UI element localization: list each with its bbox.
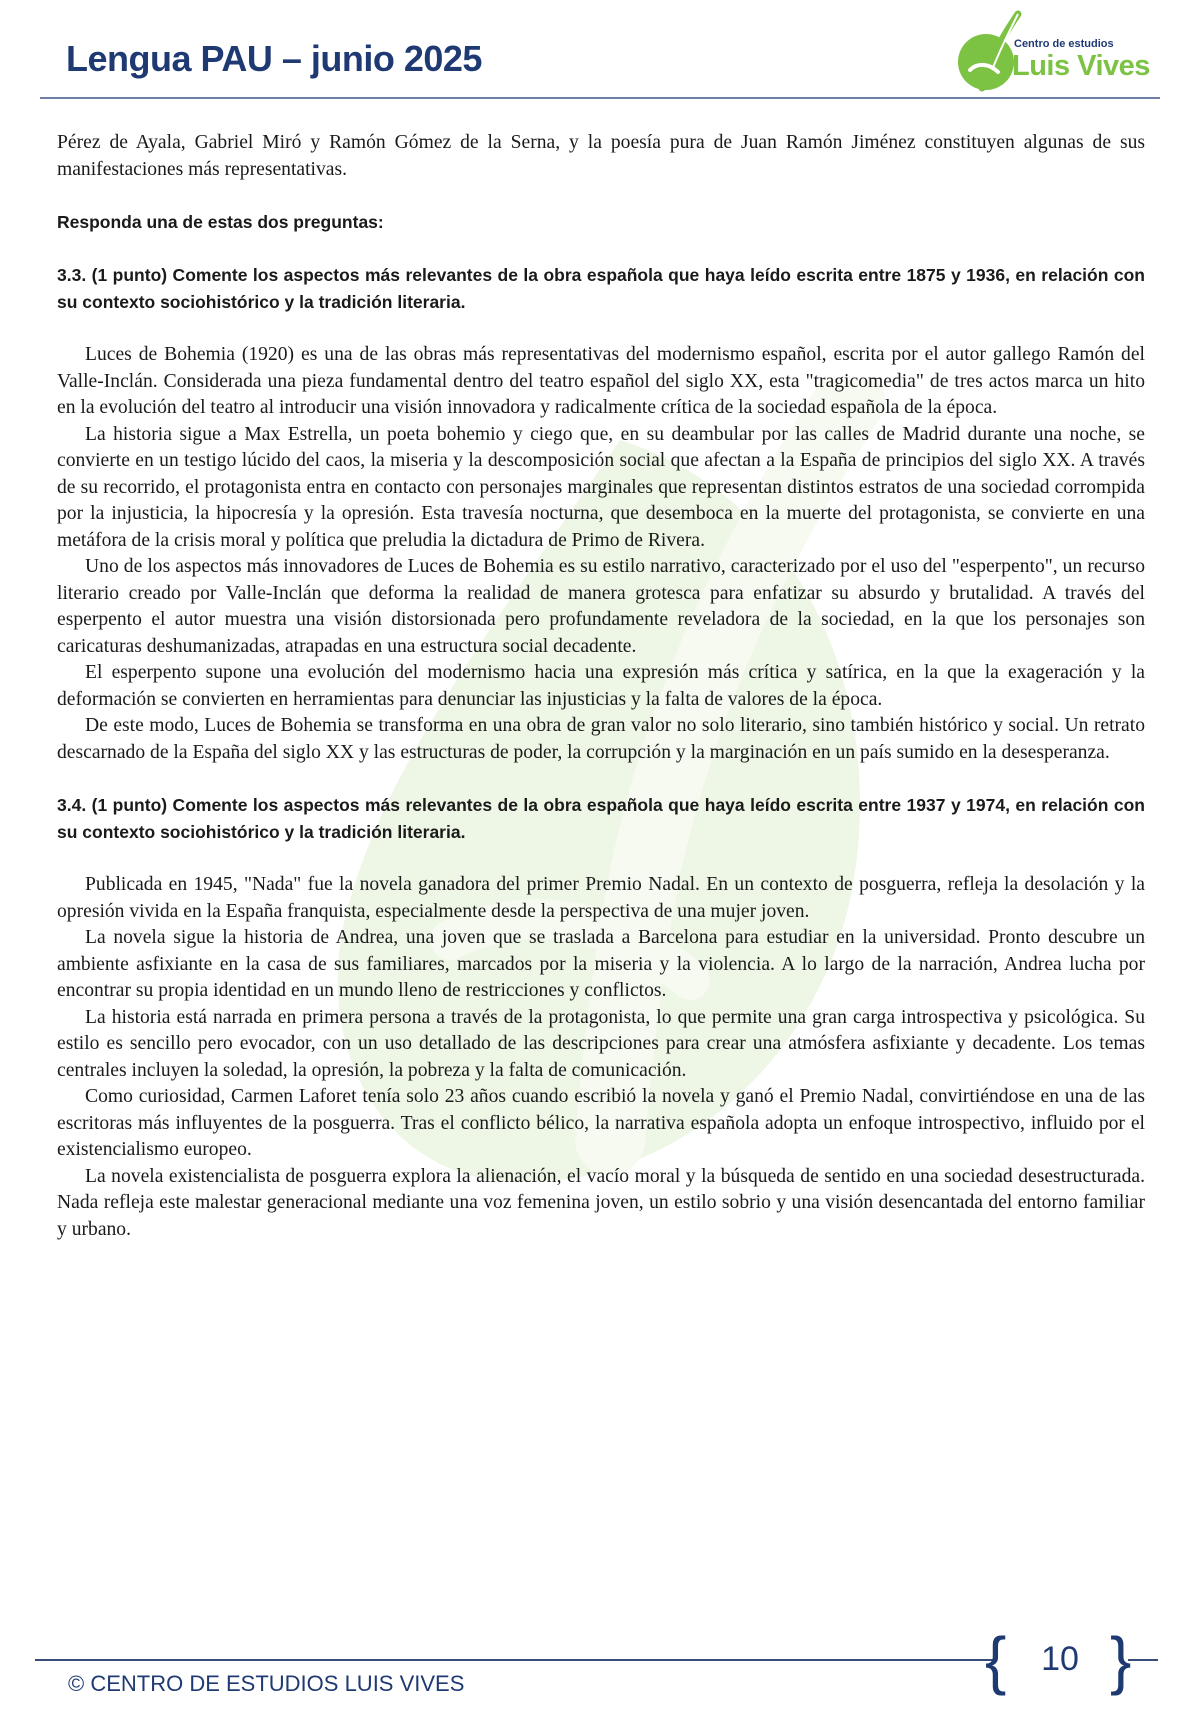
header-divider <box>40 97 1160 99</box>
instruction-text: Responda una de estas dos preguntas: <box>57 212 384 232</box>
page-bracket-left: { <box>985 1624 1007 1696</box>
answer-paragraph: Luces de Bohemia (1920) es una de las obras más representativas del modernismo español, escrita por el autor gallego Ramón del Valle-Inclán. Considerada una pieza fundamental dentro del teatro español del siglo XX, esta "tragicomedia" de tres actos marca un hito en la evolución del teatro al introducir una visión innovadora y radicalmente crítica de la sociedad española de la época. <box>57 344 1145 418</box>
footer-divider-right <box>1128 1659 1158 1661</box>
footer-divider <box>35 1659 995 1661</box>
answer-paragraph: La novela existencialista de posguerra explora la alienación, el vacío moral y la búsqueda de sentido en una sociedad desestructurada. Nada refleja este malestar generacional mediante una voz femenina joven, un estilo sobrio y una visión desencantada del entorno familiar y urbano. <box>57 1165 1145 1240</box>
answer-paragraph: Uno de los aspectos más innovadores de Luces de Bohemia es su estilo narrativo, caracterizado por el uso del "esperpento", un recurso literario creado por Valle-Inclán que deforma la realidad de manera grotesca para enfatizar su absurdo y brutalidad. A través del esperpento el autor muestra una visión distorsionada pero profundamente reveladora de la sociedad, en la que los personajes son caricaturas deshumanizadas, atrapadas en una estructura social decadente. <box>57 556 1145 657</box>
answer-paragraph: El esperpento supone una evolución del modernismo hacia una expresión más crítica y satírica, en la que la exageración y la deformación se convierten en herramientas para denunciar las injusticias y la falta de valores de la época. <box>57 662 1145 710</box>
answer-paragraph: La historia sigue a Max Estrella, un poeta bohemio y ciego que, en su deambular por las calles de Madrid durante una noche, se convierte en un testigo lúcido del caos, la miseria y la descomposición social que afectan a la España de principios del siglo XX. A través de su recorrido, el protagonista entra en contacto con personajes marginales que representan distintos estratos de una sociedad corrompida por la injusticia, la hipocresía y la opresión. Esta travesía nocturna, que desemboca en la muerte del protagonista, se convierte en una metáfora de la crisis moral y política que preludia la dictadura de Primo de Rivera. <box>57 423 1145 551</box>
page-title: Lengua PAU – junio 2025 <box>66 38 482 79</box>
answer-paragraph: La novela sigue la historia de Andrea, una joven que se traslada a Barcelona para estudiar en la universidad. Pronto descubre un ambiente asfixiante en la casa de sus familiares, marcados por la miseria y la violencia. A lo largo de la narración, Andrea lucha por encontrar su propia identidad en un mundo lleno de restricciones y conflictos. <box>57 927 1145 1001</box>
footer-copyright: © CENTRO DE ESTUDIOS LUIS VIVES <box>68 1671 465 1696</box>
logo-subtitle: Centro de estudios <box>1014 38 1114 50</box>
answer-paragraph: La historia está narrada en primera persona a través de la protagonista, lo que permite una gran carga introspectiva y psicológica. Su estilo es sencillo pero evocador, con un uso detallado de las descripciones para crear una atmósfera asfixiante y decadente. Los temas centrales incluyen la soledad, la opresión, la pobreza y la falta de comunicación. <box>57 1006 1145 1081</box>
answer-paragraph: De este modo, Luces de Bohemia se transforma en una obra de gran valor no solo literario, sino también histórico y social. Un retrato descarnado de la España del siglo XX y las estructuras de poder, la corrupción y la marginación en un país sumido en la desesperanza. <box>57 715 1145 763</box>
question-3-4-title: 3.4. (1 punto) Comente los aspectos más relevantes de la obra española que haya leído escrita entre 1937 y 1974, en relación con su contexto sociohistórico y la tradición literaria. <box>57 795 1145 842</box>
document-body <box>57 130 1145 1243</box>
page-number: 10 <box>1041 1640 1079 1678</box>
page-bracket-right: } <box>1110 1624 1132 1696</box>
question-3-3-title: 3.3. (1 punto) Comente los aspectos más relevantes de la obra española que haya leído escrita entre 1875 y 1936, en relación con su contexto sociohistórico y la tradición literaria. <box>57 265 1145 312</box>
answer-paragraph: Publicada en 1945, "Nada" fue la novela ganadora del primer Premio Nadal. En un contexto de posguerra, refleja la desolación y la opresión vivida en la España franquista, especialmente desde la perspectiva de una mujer joven. <box>57 874 1145 922</box>
logo-name: Luis Vives <box>1012 50 1150 82</box>
intro-paragraph: Pérez de Ayala, Gabriel Miró y Ramón Gómez de la Serna, y la poesía pura de Juan Ramón Jiménez constituyen algunas de sus manifestaciones más representativas. <box>57 132 1145 180</box>
answer-paragraph: Como curiosidad, Carmen Laforet tenía solo 23 años cuando escribió la novela y ganó el Premio Nadal, convirtiéndose en una de las escritoras más influyentes de la posguerra. Tras el conflicto bélico, la narrativa española adopta un enfoque introspectivo, influido por el existencialismo europeo. <box>57 1086 1145 1160</box>
